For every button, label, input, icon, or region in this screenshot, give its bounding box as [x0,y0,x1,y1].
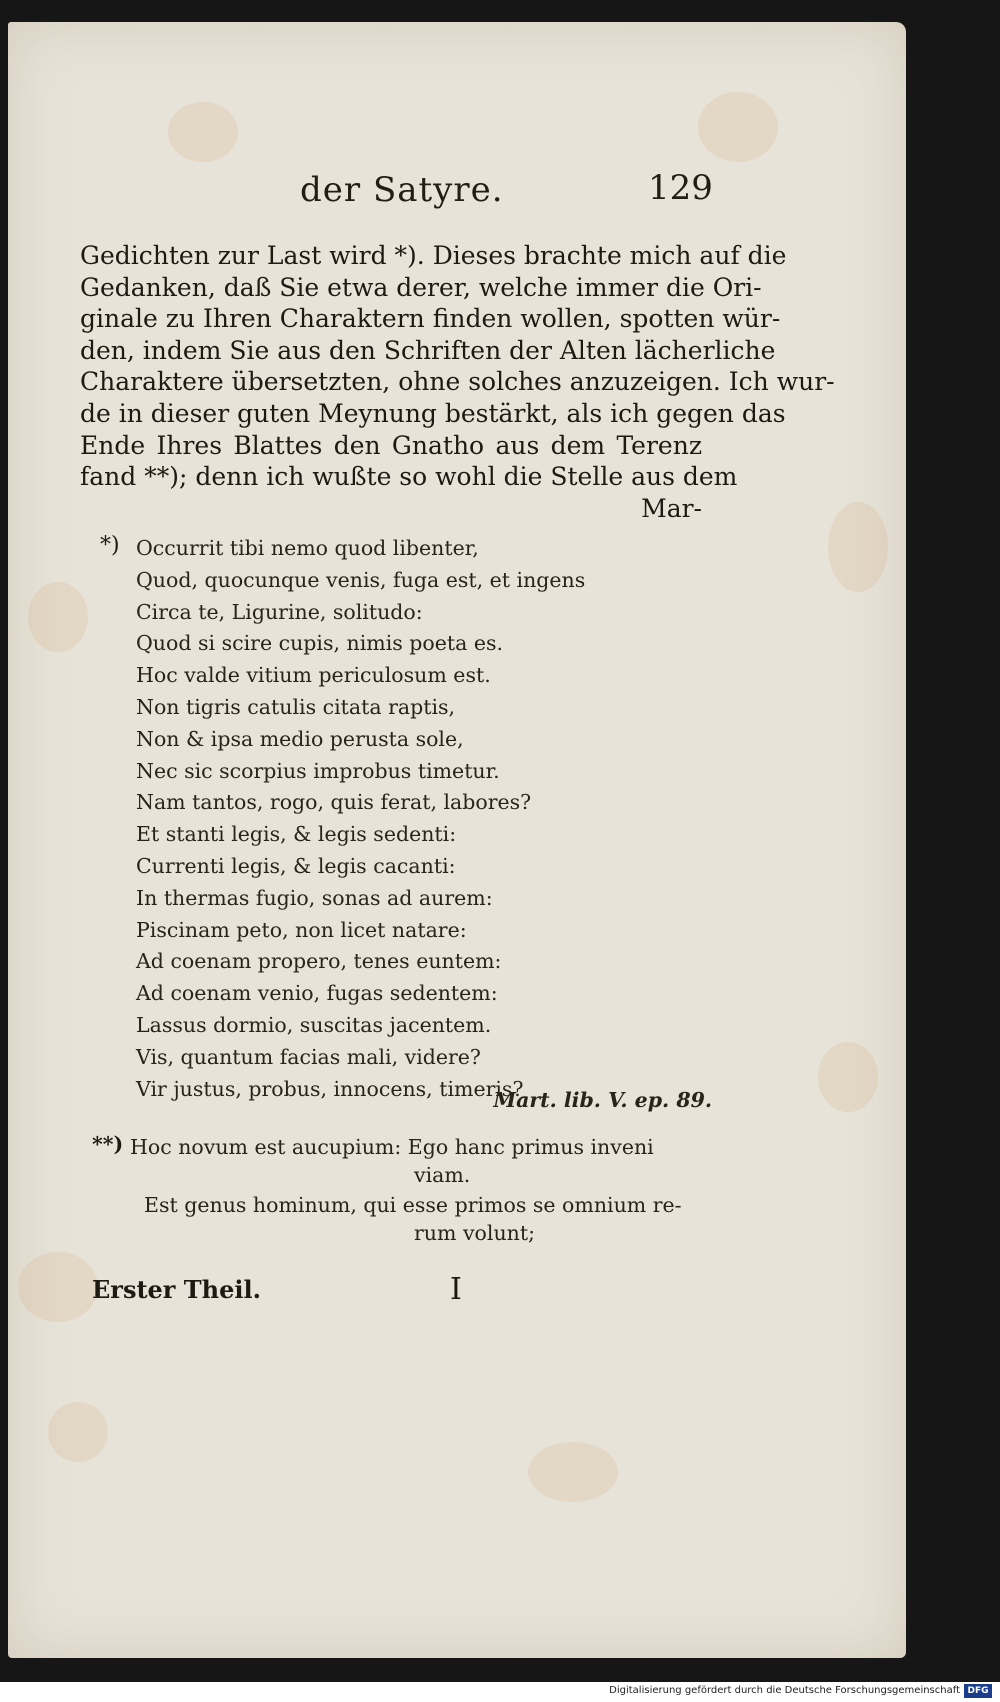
foxing-stain [818,1042,878,1112]
body-line: Gedanken, daß Sie etwa derer, welche immer die Ori- [80,272,762,302]
running-head: der Satyre. [300,170,504,210]
footnote-verse [136,533,696,1105]
verse-line: Ad coenam venio, fugas sedentem: [136,981,498,1006]
foxing-stain [168,102,238,162]
footnote-line: rum volunt; [414,1221,535,1245]
digitization-footer [0,1682,1000,1702]
verse-line: Currenti legis, & legis cacanti: [136,853,456,878]
verse-line: Quod si scire cupis, nimis poeta es. [136,631,504,656]
footnote-marker: *) [100,533,120,558]
foxing-stain [828,502,888,592]
body-line: de in dieser guten Meynung bestärkt, als ich gegen das [80,398,786,428]
verse-line: Ad coenam propero, tenes euntem: [136,949,502,974]
verse-line: Hoc valde vitium periculosum est. [136,663,491,688]
body-line: ginale zu Ihren Charaktern finden wollen, spotten wür- [80,304,781,334]
footnote-line: viam. [414,1163,471,1187]
foxing-stain [48,1402,108,1462]
signature-letter: I [450,1272,462,1307]
verse-line: Nam tantos, rogo, quis ferat, labores? [136,790,532,815]
dfg-logo: DFG [964,1684,992,1698]
foxing-stain [528,1442,618,1502]
body-text [80,240,835,524]
verse-line: Nec sic scorpius improbus timetur. [136,758,500,783]
verse-line: Vis, quantum facias mali, videre? [136,1044,481,1069]
body-line: den, indem Sie aus den Schriften der Alten lächerliche [80,335,776,365]
footnote-citation: Mart. lib. V. ep. 89. [493,1088,712,1112]
verse-line: In thermas fugio, sonas ad aurem: [136,885,493,910]
signature-mark: Erster Theil. [92,1275,261,1304]
foxing-stain [28,582,88,652]
verse-line: Et stanti legis, & legis sedenti: [136,822,457,847]
body-line: Charaktere übersetzten, ohne solches anzuzeigen. Ich wur- [80,367,835,397]
page-number: 129 [648,168,713,208]
verse-line: Occurrit tibi nemo quod libenter, [136,536,479,560]
foxing-stain [18,1252,98,1322]
catchword: Mar- [641,493,702,523]
verse-line: Vir justus, probus, innocens, timeris? [136,1076,524,1101]
body-line: Ende Ihres Blattes den Gnatho aus dem Terenz [80,430,702,460]
footer-credit: Digitalisierung gefördert durch die Deutsche Forschungsgemeinschaft [609,1685,960,1696]
footnote-marker: **) [92,1132,124,1156]
verse-line: Piscinam peto, non licet natare: [136,917,467,942]
foxing-stain [698,92,778,162]
verse-line: Quod, quocunque venis, fuga est, et ingens [136,567,586,592]
body-line: fand **); denn ich wußte so wohl die Stelle aus dem [80,462,738,492]
verse-line: Circa te, Ligurine, solitudo: [136,599,423,624]
footnote-line: Hoc novum est aucupium: Ego hanc primus inveni [130,1135,654,1159]
verse-line: Non tigris catulis citata raptis, [136,694,456,719]
footnote-line: Est genus hominum, qui esse primos se omnium re- [144,1193,682,1217]
verse-line: Lassus dormio, suscitas jacentem. [136,1012,492,1037]
verse-line: Non & ipsa medio perusta sole, [136,726,464,751]
body-line: Gedichten zur Last wird *). Dieses brachte mich auf die [80,241,787,270]
